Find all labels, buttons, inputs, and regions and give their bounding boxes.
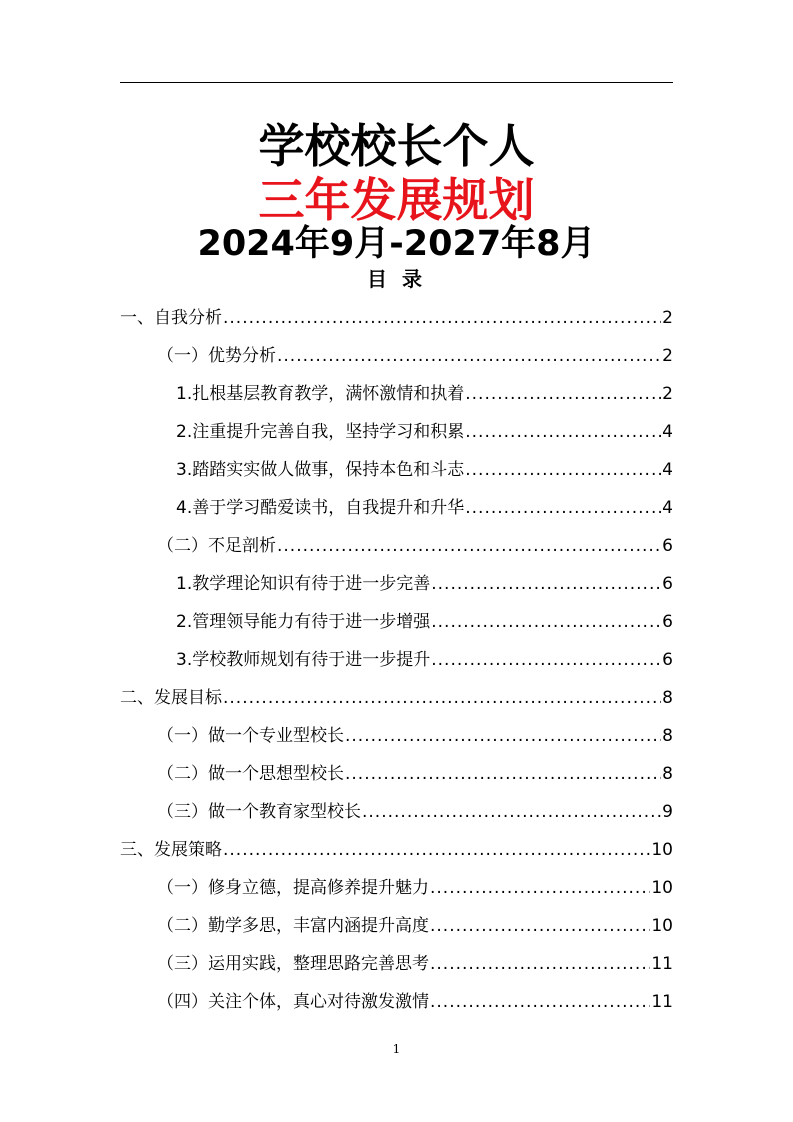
toc-entry[interactable] — [120, 571, 673, 609]
toc-entry-page-number: 9 — [662, 802, 673, 822]
toc-dot-leader — [223, 305, 661, 331]
toc-entry-title: 4.善于学习酷爱读书，自我提升和升华 — [176, 498, 465, 518]
toc-entry-page-number: 2 — [662, 308, 673, 328]
toc-dot-leader — [345, 723, 661, 749]
toc-entry[interactable] — [120, 875, 673, 913]
toc-dot-leader — [277, 343, 661, 369]
toc-entry-title: （三）运用实践，整理思路完善思考 — [157, 954, 429, 974]
toc-entry-title: 1.教学理论知识有待于进一步完善 — [176, 574, 431, 594]
toc-entry[interactable] — [120, 533, 673, 571]
toc-entry-title: 2.管理领导能力有待于进一步增强 — [176, 612, 431, 632]
toc-entry-page-number: 6 — [662, 536, 673, 556]
toc-entry[interactable] — [120, 343, 673, 381]
toc-entry-title: 3.学校教师规划有待于进一步提升 — [176, 650, 431, 670]
toc-entry-page-number: 11 — [651, 992, 673, 1012]
toc-dot-leader — [465, 495, 661, 521]
toc-entry[interactable] — [120, 495, 673, 533]
toc-entry-page-number: 2 — [662, 346, 673, 366]
toc-entry[interactable] — [120, 837, 673, 875]
toc-entry-page-number: 10 — [651, 840, 673, 860]
toc-entry[interactable] — [120, 419, 673, 457]
toc-entry[interactable] — [120, 457, 673, 495]
toc-dot-leader — [465, 457, 661, 483]
toc-entry-title: （一）做一个专业型校长 — [157, 726, 344, 746]
toc-dot-leader — [431, 609, 661, 635]
toc-entry-title: （二）不足剖析 — [157, 536, 276, 556]
toc-entry-page-number: 10 — [651, 878, 673, 898]
toc-entry-page-number: 6 — [662, 650, 673, 670]
toc-entry-page-number: 10 — [651, 916, 673, 936]
toc-entry-page-number: 4 — [662, 422, 673, 442]
toc-heading: 目 录 — [367, 267, 426, 291]
toc-entry-title: （一）优势分析 — [157, 346, 276, 366]
toc-dot-leader — [362, 799, 661, 825]
toc-dot-leader — [223, 685, 661, 711]
toc-dot-leader — [223, 837, 650, 863]
toc-entry[interactable] — [120, 609, 673, 647]
toc-entry-page-number: 4 — [662, 498, 673, 518]
toc-entry[interactable] — [120, 381, 673, 419]
toc-entry[interactable] — [120, 647, 673, 685]
toc-dot-leader — [465, 419, 661, 445]
toc-dot-leader — [430, 951, 650, 977]
toc-entry[interactable] — [120, 913, 673, 951]
toc-entry-page-number: 6 — [662, 574, 673, 594]
toc-dot-leader — [431, 647, 661, 673]
toc-entry[interactable] — [120, 951, 673, 989]
toc-entry[interactable] — [120, 989, 673, 1027]
document-title: 学校校长个人 — [258, 119, 535, 173]
toc-dot-leader — [431, 571, 661, 597]
toc-entry-title: 2.注重提升完善自我，坚持学习和积累 — [176, 422, 465, 442]
toc-entry-title: （四）关注个体，真心对待激发激情 — [157, 992, 429, 1012]
toc-entry[interactable] — [120, 723, 673, 761]
toc-entry[interactable] — [120, 761, 673, 799]
toc-entry-page-number: 8 — [662, 688, 673, 708]
document-subtitle: 三年发展规划 — [258, 173, 535, 227]
toc-entry-title: （三）做一个教育家型校长 — [157, 802, 361, 822]
header-rule — [120, 82, 673, 83]
table-of-contents — [120, 305, 673, 1027]
page-number: 1 — [392, 1042, 401, 1056]
toc-dot-leader — [430, 875, 650, 901]
toc-entry[interactable] — [120, 305, 673, 343]
toc-dot-leader — [430, 913, 650, 939]
toc-entry[interactable] — [120, 799, 673, 837]
toc-entry[interactable] — [120, 685, 673, 723]
toc-entry-title: （一）修身立德，提高修养提升魅力 — [157, 878, 429, 898]
toc-dot-leader — [277, 533, 661, 559]
document-date-range: 2024年9月-2027年8月 — [197, 224, 596, 264]
toc-entry-title: 3.踏踏实实做人做事，保持本色和斗志 — [176, 460, 465, 480]
toc-entry-title: （二）勤学多思，丰富内涵提升高度 — [157, 916, 429, 936]
toc-entry-page-number: 11 — [651, 954, 673, 974]
toc-entry-title: 二、发展目标 — [120, 688, 222, 708]
toc-entry-page-number: 4 — [662, 460, 673, 480]
toc-dot-leader — [345, 761, 661, 787]
toc-entry-title: 三、发展策略 — [120, 840, 222, 860]
toc-dot-leader — [465, 381, 661, 407]
toc-entry-page-number: 8 — [662, 726, 673, 746]
toc-entry-title: 1.扎根基层教育教学，满怀激情和执着 — [176, 384, 465, 404]
toc-entry-page-number: 2 — [662, 384, 673, 404]
toc-entry-page-number: 6 — [662, 612, 673, 632]
toc-dot-leader — [430, 989, 650, 1015]
toc-entry-title: （二）做一个思想型校长 — [157, 764, 344, 784]
toc-entry-title: 一、自我分析 — [120, 308, 222, 328]
toc-entry-page-number: 8 — [662, 764, 673, 784]
